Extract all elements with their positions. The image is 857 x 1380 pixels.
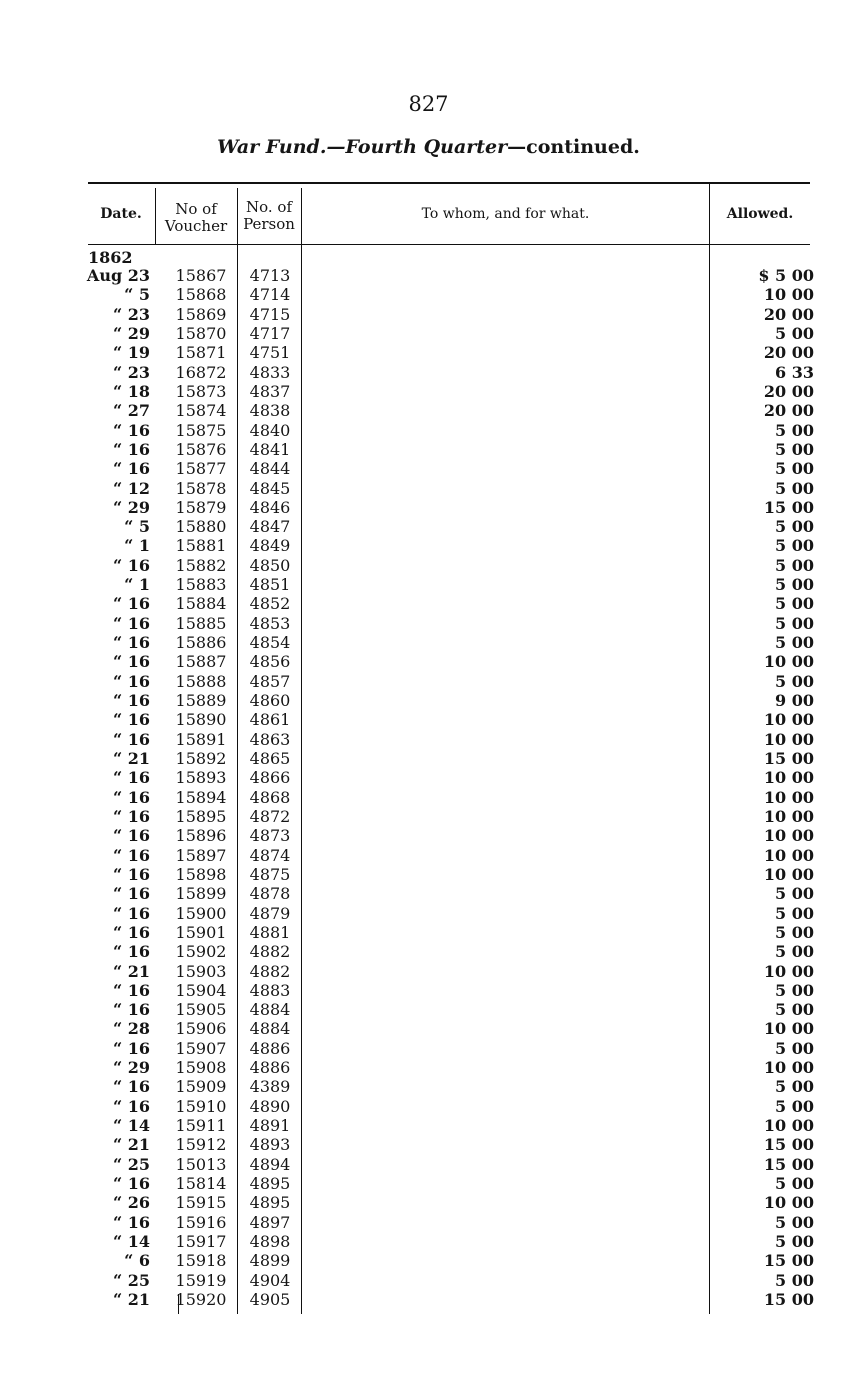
table-row <box>0 904 857 923</box>
cell-date: “ 29 <box>112 497 150 517</box>
cell-date: “ 16 <box>112 555 150 575</box>
page-title <box>0 136 857 158</box>
header-date: Date. <box>100 206 142 222</box>
cell-allowed: 9 00 <box>775 691 814 711</box>
cell-person: 4715 <box>249 304 291 324</box>
cell-person: 4898 <box>249 1232 291 1251</box>
cell-person: 4841 <box>249 439 291 459</box>
cell-date: “ 16 <box>112 1096 150 1116</box>
cell-voucher: 15903 <box>175 961 227 981</box>
table-row <box>0 846 857 865</box>
cell-voucher: 15013 <box>175 1154 227 1174</box>
cell-voucher: 15887 <box>175 652 227 672</box>
cell-person: 4860 <box>249 691 291 711</box>
cell-voucher: 15915 <box>175 1193 227 1213</box>
table-row <box>0 652 857 671</box>
cell-date: “ 16 <box>112 420 150 440</box>
cell-person: 4895 <box>249 1193 291 1213</box>
cell-date: “ 25 <box>112 1270 150 1290</box>
header-whom: To whom, and for what. <box>421 206 590 222</box>
cell-allowed: 5 00 <box>775 1096 814 1116</box>
cell-voucher: 15877 <box>175 459 227 479</box>
cell-voucher: 15880 <box>175 517 227 537</box>
table-row <box>0 266 857 285</box>
table-row <box>0 942 857 961</box>
cell-voucher: 16872 <box>175 362 227 382</box>
cell-voucher: 15874 <box>175 401 227 421</box>
cell-person: 4879 <box>249 903 291 923</box>
cell-allowed: 5 00 <box>775 555 814 575</box>
table-row <box>0 1232 857 1251</box>
cell-allowed: 5 00 <box>775 594 814 614</box>
table-row <box>0 1116 857 1135</box>
cell-allowed: 5 00 <box>775 536 814 556</box>
table-row <box>0 1271 857 1290</box>
cell-voucher: 15868 <box>175 285 227 305</box>
table-row <box>0 730 857 749</box>
cell-date: “ 21 <box>112 1289 150 1309</box>
cell-person: 4891 <box>249 1116 291 1136</box>
table-row <box>0 1000 857 1019</box>
cell-person: 4884 <box>249 1000 291 1020</box>
table-row <box>0 672 857 691</box>
table-row <box>0 459 857 478</box>
cell-person: 4863 <box>249 729 291 749</box>
cell-allowed: 10 00 <box>763 826 814 846</box>
cell-date: “ 16 <box>112 459 150 479</box>
cell-person: 4905 <box>249 1289 291 1309</box>
cell-person: 4851 <box>249 575 291 595</box>
cell-voucher: 15920 <box>175 1289 227 1309</box>
cell-date: “ 18 <box>112 381 150 401</box>
cell-date: “ 16 <box>112 1000 150 1020</box>
cell-person: 4846 <box>249 497 291 517</box>
table-row <box>0 575 857 594</box>
cell-allowed: 20 00 <box>763 304 814 324</box>
cell-person: 4857 <box>249 671 291 691</box>
cell-voucher: 15870 <box>175 323 227 343</box>
cell-person: 4751 <box>249 343 291 363</box>
table-row <box>0 749 857 768</box>
cell-person: 4881 <box>249 922 291 942</box>
cell-allowed: 5 00 <box>775 942 814 962</box>
cell-date: “ 5 <box>124 517 150 537</box>
table-row <box>0 865 857 884</box>
table-row <box>0 1155 857 1174</box>
table-row <box>0 826 857 845</box>
cell-voucher: 15876 <box>175 439 227 459</box>
cell-allowed: 20 00 <box>763 401 814 421</box>
cell-person: 4845 <box>249 478 291 498</box>
cell-allowed: 5 00 <box>775 884 814 904</box>
cell-allowed: 5 00 <box>775 1077 814 1097</box>
cell-person: 4875 <box>249 864 291 884</box>
cell-allowed: 10 00 <box>763 806 814 826</box>
cell-person: 4872 <box>249 806 291 826</box>
table-row <box>0 440 857 459</box>
cell-voucher: 15906 <box>175 1019 227 1039</box>
table-row <box>0 1019 857 1038</box>
cell-voucher: 15898 <box>175 864 227 884</box>
cell-date: “ 16 <box>112 671 150 691</box>
table-row <box>0 324 857 343</box>
cell-person: 4853 <box>249 613 291 633</box>
cell-person: 4840 <box>249 420 291 440</box>
table-row <box>0 923 857 942</box>
cell-allowed: 10 00 <box>763 768 814 788</box>
cell-allowed: 10 00 <box>763 710 814 730</box>
cell-allowed: 10 00 <box>763 787 814 807</box>
table-row <box>0 962 857 981</box>
table-row <box>0 1058 857 1077</box>
cell-person: 4833 <box>249 362 291 382</box>
cell-person: 4852 <box>249 594 291 614</box>
cell-date: “ 16 <box>112 826 150 846</box>
cell-voucher: 15890 <box>175 710 227 730</box>
table-row <box>0 1213 857 1232</box>
table-row <box>0 517 857 536</box>
cell-voucher: 15867 <box>175 266 227 285</box>
cell-allowed: 5 00 <box>775 439 814 459</box>
cell-person: 4837 <box>249 381 291 401</box>
cell-voucher: 15891 <box>175 729 227 749</box>
cell-date: “ 16 <box>112 787 150 807</box>
cell-date: “ 16 <box>112 903 150 923</box>
table-row <box>0 981 857 1000</box>
cell-allowed: 5 00 <box>775 1232 814 1251</box>
cell-person: 4897 <box>249 1212 291 1232</box>
cell-voucher: 15919 <box>175 1270 227 1290</box>
cell-person: 4713 <box>249 266 291 285</box>
cell-allowed: 10 00 <box>763 652 814 672</box>
cell-voucher: 15897 <box>175 845 227 865</box>
table-row <box>0 498 857 517</box>
table-row <box>0 614 857 633</box>
cell-date: “ 16 <box>112 1174 150 1194</box>
cell-allowed: 5 00 <box>775 1212 814 1232</box>
cell-allowed: 15 00 <box>763 749 814 768</box>
table-row <box>0 285 857 304</box>
cell-date: “ 16 <box>112 633 150 653</box>
cell-date: “ 1 <box>124 575 150 595</box>
cell-voucher: 15901 <box>175 922 227 942</box>
cell-person: 4844 <box>249 459 291 479</box>
cell-date: “ 21 <box>112 961 150 981</box>
cell-allowed: 15 00 <box>763 1154 814 1174</box>
cell-allowed: 5 00 <box>775 420 814 440</box>
cell-person: 4861 <box>249 710 291 730</box>
cell-voucher: 15894 <box>175 787 227 807</box>
cell-allowed: 5 00 <box>775 633 814 653</box>
cell-allowed: 5 00 <box>775 903 814 923</box>
year-label: 1862 <box>88 248 133 267</box>
cell-date: “ 25 <box>112 1154 150 1174</box>
cell-allowed: 5 00 <box>775 1000 814 1020</box>
table-row <box>0 594 857 613</box>
cell-voucher: 15873 <box>175 381 227 401</box>
cell-date: “ 16 <box>112 922 150 942</box>
cell-allowed: $ 5 00 <box>758 266 814 285</box>
cell-allowed: 15 00 <box>763 1289 814 1309</box>
cell-person: 4882 <box>249 942 291 962</box>
cell-voucher: 15882 <box>175 555 227 575</box>
cell-voucher: 15889 <box>175 691 227 711</box>
cell-person: 4868 <box>249 787 291 807</box>
table-row <box>0 1193 857 1212</box>
cell-voucher: 15814 <box>175 1174 227 1194</box>
header-voucher: No of Voucher <box>164 200 228 235</box>
cell-person: 4886 <box>249 1058 291 1078</box>
cell-voucher: 15907 <box>175 1038 227 1058</box>
cell-voucher: 15904 <box>175 980 227 1000</box>
cell-voucher: 15900 <box>175 903 227 923</box>
cell-person: 4389 <box>249 1077 291 1097</box>
cell-allowed: 10 00 <box>763 285 814 305</box>
table-row <box>0 1077 857 1096</box>
cell-voucher: 15871 <box>175 343 227 363</box>
cell-person: 4866 <box>249 768 291 788</box>
cell-date: “ 29 <box>112 323 150 343</box>
cell-allowed: 10 00 <box>763 845 814 865</box>
cell-allowed: 5 00 <box>775 922 814 942</box>
cell-date: “ 16 <box>112 806 150 826</box>
table-row <box>0 884 857 903</box>
cell-voucher: 15909 <box>175 1077 227 1097</box>
cell-voucher: 15888 <box>175 671 227 691</box>
cell-date: “ 16 <box>112 980 150 1000</box>
table-row <box>0 421 857 440</box>
cell-allowed: 5 00 <box>775 1174 814 1194</box>
cell-date: “ 27 <box>112 401 150 421</box>
cell-voucher: 15896 <box>175 826 227 846</box>
cell-date: “ 16 <box>112 768 150 788</box>
cell-date: “ 23 <box>112 304 150 324</box>
cell-allowed: 15 00 <box>763 1251 814 1271</box>
cell-voucher: 15895 <box>175 806 227 826</box>
header-person: No. of Person <box>243 198 295 233</box>
cell-person: 4856 <box>249 652 291 672</box>
table-row <box>0 710 857 729</box>
cell-voucher: 15917 <box>175 1232 227 1251</box>
cell-allowed: 10 00 <box>763 1058 814 1078</box>
cell-voucher: 15916 <box>175 1212 227 1232</box>
table-row <box>0 305 857 324</box>
cell-voucher: 15883 <box>175 575 227 595</box>
page-number: 827 <box>408 92 449 116</box>
cell-date: “ 29 <box>112 1058 150 1078</box>
cell-date: “ 21 <box>112 749 150 768</box>
table-row <box>0 1174 857 1193</box>
table-row <box>0 1135 857 1154</box>
cell-voucher: 15875 <box>175 420 227 440</box>
table-row <box>0 633 857 652</box>
cell-allowed: 5 00 <box>775 980 814 1000</box>
cell-allowed: 6 33 <box>775 362 814 382</box>
cell-date: “ 23 <box>112 362 150 382</box>
cell-allowed: 10 00 <box>763 1193 814 1213</box>
cell-voucher: 15893 <box>175 768 227 788</box>
cell-allowed: 5 00 <box>775 575 814 595</box>
cell-person: 4895 <box>249 1174 291 1194</box>
cell-person: 4850 <box>249 555 291 575</box>
cell-person: 4874 <box>249 845 291 865</box>
cell-person: 4865 <box>249 749 291 768</box>
cell-voucher: 15905 <box>175 1000 227 1020</box>
cell-date: “ 12 <box>112 478 150 498</box>
cell-voucher: 15869 <box>175 304 227 324</box>
cell-date: “ 6 <box>124 1251 150 1271</box>
cell-allowed: 5 00 <box>775 1038 814 1058</box>
cell-voucher: 15911 <box>175 1116 227 1136</box>
cell-date: “ 16 <box>112 864 150 884</box>
cell-person: 4878 <box>249 884 291 904</box>
table-top-rule <box>88 182 810 184</box>
cell-voucher: 15902 <box>175 942 227 962</box>
cell-allowed: 10 00 <box>763 1116 814 1136</box>
table-row <box>0 401 857 420</box>
cell-allowed: 10 00 <box>763 729 814 749</box>
cell-person: 4890 <box>249 1096 291 1116</box>
cell-person: 4882 <box>249 961 291 981</box>
cell-allowed: 10 00 <box>763 1019 814 1039</box>
cell-allowed: 15 00 <box>763 1135 814 1155</box>
cell-allowed: 20 00 <box>763 381 814 401</box>
cell-voucher: 15879 <box>175 497 227 517</box>
table-row <box>0 363 857 382</box>
header-allowed: Allowed. <box>726 206 794 222</box>
table-row <box>0 807 857 826</box>
cell-allowed: 10 00 <box>763 961 814 981</box>
table-row <box>0 1039 857 1058</box>
cell-voucher: 15881 <box>175 536 227 556</box>
cell-date: “ 16 <box>112 710 150 730</box>
cell-person: 4886 <box>249 1038 291 1058</box>
table-row <box>0 536 857 555</box>
cell-person: 4838 <box>249 401 291 421</box>
table-row <box>0 556 857 575</box>
cell-date: “ 19 <box>112 343 150 363</box>
cell-person: 4894 <box>249 1154 291 1174</box>
cell-voucher: 15878 <box>175 478 227 498</box>
cell-date: “ 14 <box>112 1116 150 1136</box>
cell-date: “ 16 <box>112 942 150 962</box>
cell-date: “ 16 <box>112 652 150 672</box>
cell-date: “ 1 <box>124 536 150 556</box>
cell-person: 4893 <box>249 1135 291 1155</box>
cell-date: “ 16 <box>112 845 150 865</box>
cell-allowed: 20 00 <box>763 343 814 363</box>
cell-person: 4854 <box>249 633 291 653</box>
cell-allowed: 5 00 <box>775 478 814 498</box>
title-italic: War Fund.—Fourth Quarter <box>217 136 508 158</box>
cell-allowed: 5 00 <box>775 671 814 691</box>
cell-date: “ 28 <box>112 1019 150 1039</box>
cell-person: 4904 <box>249 1270 291 1290</box>
cell-voucher: 15908 <box>175 1058 227 1078</box>
table-row <box>0 788 857 807</box>
cell-voucher: 15910 <box>175 1096 227 1116</box>
cell-date: “ 16 <box>112 1038 150 1058</box>
cell-person: 4714 <box>249 285 291 305</box>
cell-voucher: 15884 <box>175 594 227 614</box>
cell-date: “ 5 <box>124 285 150 305</box>
cell-date: “ 16 <box>112 1077 150 1097</box>
cell-person: 4847 <box>249 517 291 537</box>
cell-voucher: 15899 <box>175 884 227 904</box>
cell-date: “ 14 <box>112 1232 150 1251</box>
cell-person: 4899 <box>249 1251 291 1271</box>
cell-person: 4884 <box>249 1019 291 1039</box>
cell-date: “ 16 <box>112 884 150 904</box>
table-row <box>0 1290 857 1309</box>
table-row <box>0 1097 857 1116</box>
table-row <box>0 691 857 710</box>
cell-voucher: 15892 <box>175 749 227 768</box>
cell-person: 4883 <box>249 980 291 1000</box>
cell-allowed: 5 00 <box>775 613 814 633</box>
table-row <box>0 768 857 787</box>
cell-voucher: 15918 <box>175 1251 227 1271</box>
cell-date: “ 21 <box>112 1135 150 1155</box>
cell-date: “ 16 <box>112 729 150 749</box>
table-row <box>0 1251 857 1270</box>
cell-person: 4849 <box>249 536 291 556</box>
cell-voucher: 15912 <box>175 1135 227 1155</box>
cell-date: “ 16 <box>112 691 150 711</box>
header-bottom-rule <box>88 244 810 245</box>
cell-allowed: 5 00 <box>775 459 814 479</box>
title-rest: —continued. <box>507 136 640 158</box>
table-row <box>0 479 857 498</box>
cell-allowed: 5 00 <box>775 517 814 537</box>
cell-voucher: 15885 <box>175 613 227 633</box>
cell-person: 4873 <box>249 826 291 846</box>
cell-date: “ 16 <box>112 1212 150 1232</box>
table-row <box>0 382 857 401</box>
cell-person: 4717 <box>249 323 291 343</box>
cell-date: “ 16 <box>112 594 150 614</box>
cell-allowed: 5 00 <box>775 1270 814 1290</box>
cell-allowed: 5 00 <box>775 323 814 343</box>
cell-allowed: 10 00 <box>763 864 814 884</box>
cell-date: “ 26 <box>112 1193 150 1213</box>
cell-date: “ 16 <box>112 613 150 633</box>
cell-allowed: 15 00 <box>763 497 814 517</box>
cell-voucher: 15886 <box>175 633 227 653</box>
cell-date: “ 16 <box>112 439 150 459</box>
table-row <box>0 343 857 362</box>
cell-date: Aug 23 <box>86 266 150 285</box>
